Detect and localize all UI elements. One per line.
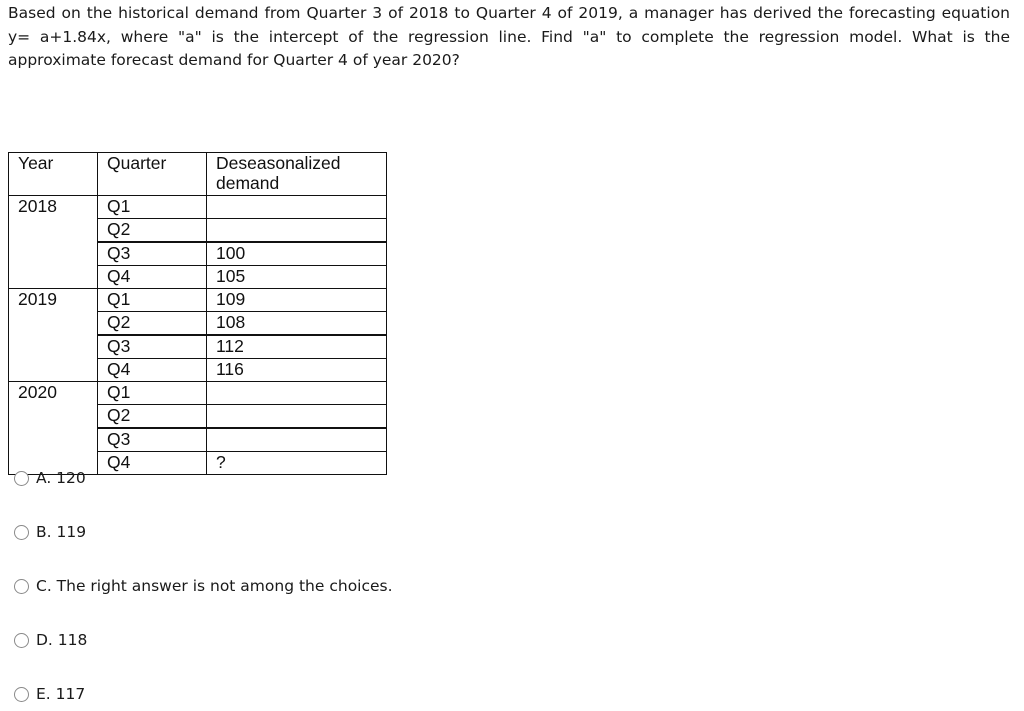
header-quarter: Quarter bbox=[98, 153, 207, 196]
quarter-cell: Q1 bbox=[98, 196, 207, 219]
radio-icon[interactable] bbox=[14, 687, 29, 702]
demand-cell: 116 bbox=[207, 359, 387, 382]
demand-cell: 109 bbox=[207, 289, 387, 312]
year-2019: 2019 bbox=[9, 289, 98, 382]
choice-b[interactable] bbox=[14, 520, 434, 544]
quarter-cell: Q3 bbox=[98, 428, 207, 452]
table-row bbox=[9, 289, 387, 312]
choice-e[interactable] bbox=[14, 682, 434, 706]
quarter-cell: Q2 bbox=[98, 312, 207, 336]
choice-c[interactable] bbox=[14, 574, 434, 598]
quarter-cell: Q2 bbox=[98, 219, 207, 243]
demand-table bbox=[8, 152, 387, 475]
year-2020: 2020 bbox=[9, 382, 98, 475]
quarter-cell: Q4 bbox=[98, 266, 207, 289]
demand-cell: ? bbox=[207, 452, 387, 475]
choice-d[interactable] bbox=[14, 628, 434, 652]
quarter-cell: Q4 bbox=[98, 452, 207, 475]
choice-label: B. 119 bbox=[36, 523, 87, 541]
radio-icon[interactable] bbox=[14, 525, 29, 540]
demand-cell bbox=[207, 405, 387, 429]
radio-icon[interactable] bbox=[14, 471, 29, 486]
demand-cell: 105 bbox=[207, 266, 387, 289]
year-2018: 2018 bbox=[9, 196, 98, 289]
header-year: Year bbox=[9, 153, 98, 196]
quarter-cell: Q3 bbox=[98, 242, 207, 266]
quarter-cell: Q1 bbox=[98, 289, 207, 312]
demand-cell bbox=[207, 196, 387, 219]
choice-label: D. 118 bbox=[36, 631, 88, 649]
radio-icon[interactable] bbox=[14, 633, 29, 648]
table-row bbox=[9, 196, 387, 219]
demand-cell: 100 bbox=[207, 242, 387, 266]
demand-cell: 108 bbox=[207, 312, 387, 336]
header-demand: Deseasonalized demand bbox=[207, 153, 387, 196]
radio-icon[interactable] bbox=[14, 579, 29, 594]
choice-label: E. 117 bbox=[36, 685, 86, 703]
choice-label: A. 120 bbox=[36, 469, 86, 487]
quarter-cell: Q2 bbox=[98, 405, 207, 429]
choice-label: C. The right answer is not among the choices. bbox=[36, 577, 393, 595]
table-header-row bbox=[9, 153, 387, 196]
demand-cell: 112 bbox=[207, 335, 387, 359]
demand-cell bbox=[207, 219, 387, 243]
question-text: Based on the historical demand from Quarter 3 of 2018 to Quarter 4 of 2019, a manager has derived the forecasting equation y= a+1.84x, where "a" is the intercept of the regression line. Find "a" to complete the regression model. What is the approximate forecast demand for Quarter 4 of year 2020? bbox=[8, 4, 1010, 69]
demand-cell bbox=[207, 382, 387, 405]
demand-cell bbox=[207, 428, 387, 452]
quarter-cell: Q1 bbox=[98, 382, 207, 405]
choice-a[interactable] bbox=[14, 466, 434, 490]
quarter-cell: Q4 bbox=[98, 359, 207, 382]
table-row bbox=[9, 382, 387, 405]
quarter-cell: Q3 bbox=[98, 335, 207, 359]
